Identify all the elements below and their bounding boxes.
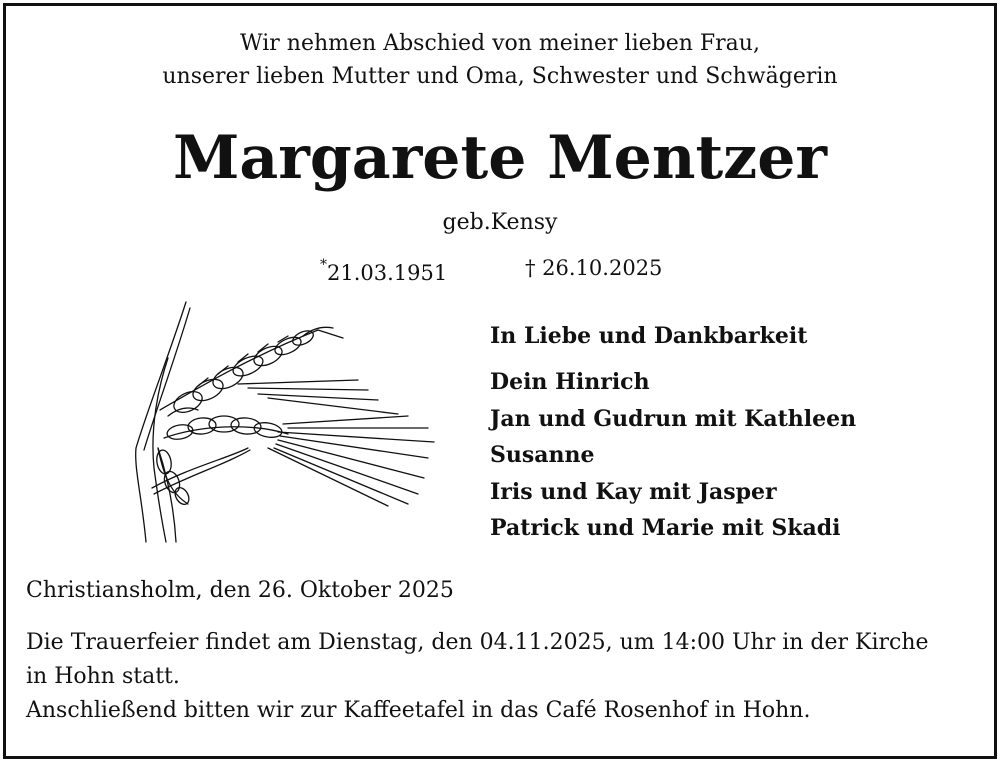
service-line-2: in Hohn statt. [26,664,180,689]
birth-date-value: 21.03.1951 [327,261,448,285]
intro-line-2: unserer lieben Mutter und Oma, Schwester und Schwägerin [162,64,838,89]
place-and-date: Christiansholm, den 26. Oktober 2025 [26,578,454,603]
wheat-ears-icon [128,298,440,546]
service-line-1: Die Trauerfeier findet am Dienstag, den 04.11.2025, um 14:00 Uhr in der Kirche [26,630,929,655]
mourner: Susanne [490,442,595,468]
mourner: Patrick und Marie mit Skadi [490,515,841,541]
mourner: Dein Hinrich [490,369,650,395]
intro-line-1: Wir nehmen Abschied von meiner lieben Frau, [240,31,760,56]
service-line-3: Anschließend bitten wir zur Kaffeetafel in das Café Rosenhof in Hohn. [26,698,811,723]
closing-line: In Liebe und Dankbarkeit [490,323,808,349]
birth-name: geb.Kensy [442,210,558,235]
mourners-block [490,318,856,547]
mourner: Jan und Gudrun mit Kathleen [490,405,857,432]
mourner: Iris und Kay mit Jasper [490,478,777,505]
birth-symbol: * [320,257,327,273]
deceased-name: Margarete Mentzer [172,123,828,193]
birth-date [320,254,447,287]
service-info [26,626,986,728]
death-date: † 26.10.2025 [525,256,663,280]
intro-text [0,27,1000,93]
